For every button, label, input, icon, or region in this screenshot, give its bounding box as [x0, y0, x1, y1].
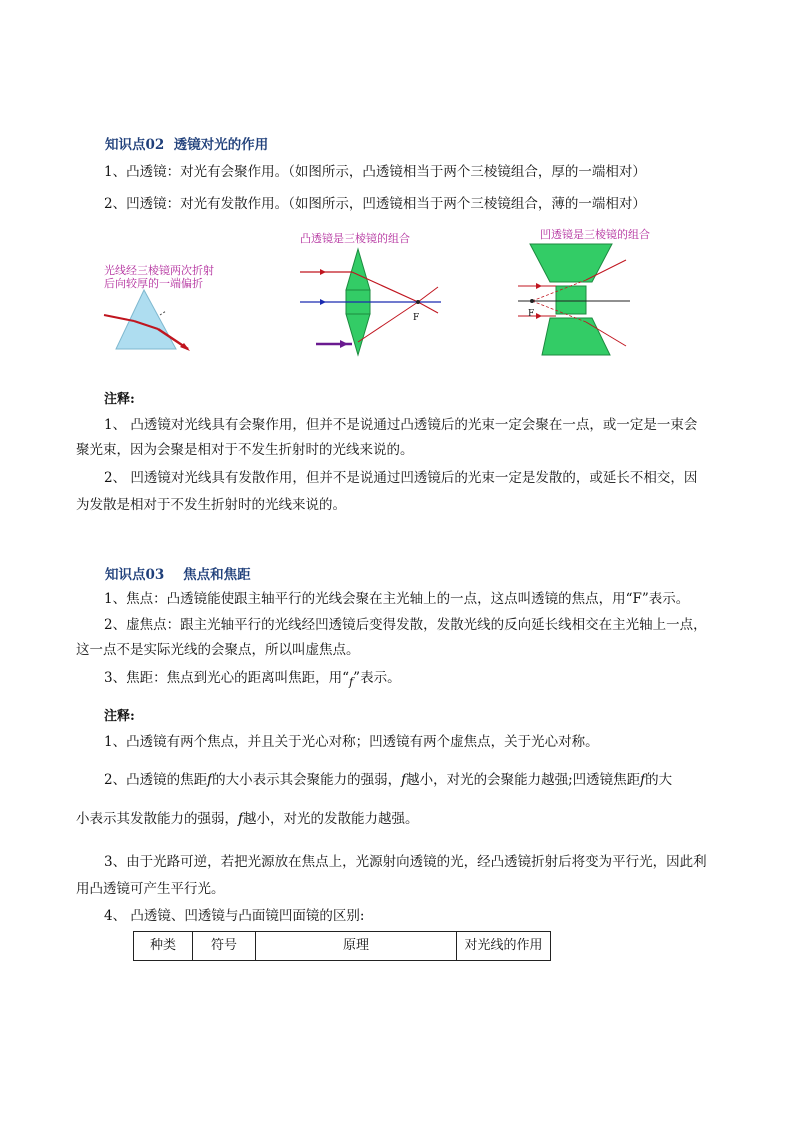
convex-ray-top-extend	[418, 302, 438, 313]
prism-label-line2: 后向较厚的一端偏折	[104, 277, 203, 290]
concave-arrow-bottom	[536, 313, 542, 319]
table-header-cell: 种类	[134, 932, 193, 961]
section3-heading	[105, 563, 251, 583]
section2-note2-line2: 为发散是相对于不发生折射时的光线来说的。	[76, 497, 346, 513]
focal-length-symbol: f	[349, 675, 354, 689]
convex-focus-label: F	[413, 313, 420, 323]
concave-lens-figure	[516, 240, 636, 358]
section3-note-3-line1: 3、由于光路可逆，若把光源放在焦点上，光源射向透镜的光，经凸透镜折射后将变为平行光，因此利	[104, 854, 707, 870]
note2-text-a: 2、凸透镜的焦距	[104, 772, 208, 788]
section2-heading-title: 透镜对光的作用	[173, 137, 269, 153]
concave-arrow-top	[536, 283, 542, 289]
table-header-row	[134, 932, 551, 961]
prism-incident-ray	[104, 315, 134, 321]
section3-note-2-line1	[104, 770, 672, 790]
section3-heading-title: 焦点和焦距	[183, 567, 251, 583]
focal-length-text: 3、焦距：焦点到光心的距离叫焦距，用“	[104, 670, 349, 686]
section3-note-3-line2: 用凸透镜可产生平行光。	[76, 881, 225, 897]
focal-length-text-end: ”表示。	[353, 670, 401, 686]
section2-heading-prefix: 知识点02	[105, 137, 165, 153]
section2-note-title: 注释:	[104, 392, 135, 407]
section3-item-2-line1: 2、虚焦点：跟主光轴平行的光线经凹透镜后变得发散，发散光线的反向延长线相交在主光轴上一点，	[104, 617, 707, 633]
concave-bottom-prism	[542, 318, 610, 355]
concave-fig-label: 凹透镜是三棱镜的组合	[540, 228, 650, 241]
section2-note1-line1: 1、 凸透镜对光线具有会聚作用，但并不是说通过凸透镜后的光束一定会聚在一点，或一定是一束会	[104, 417, 698, 433]
concave-focus-label: F	[528, 309, 535, 319]
note2-text-d: 的大	[645, 772, 673, 788]
note2-f-symbol-4: f	[238, 811, 243, 827]
section3-note-title: 注释:	[104, 709, 135, 724]
prism-figure	[100, 285, 200, 357]
note2-text-b: 的大小表示其会聚能力的强弱，	[212, 772, 402, 788]
section3-heading-prefix: 知识点03	[105, 567, 165, 583]
convex-lens-figure	[296, 243, 446, 360]
table-header-cell: 对光线的作用	[457, 932, 551, 961]
concave-focus-point	[530, 299, 534, 303]
note2-f-symbol-3: f	[640, 772, 646, 788]
section2-item-1: 1、凸透镜：对光有会聚作用。（如图所示，凸透镜相当于两个三棱镜组合，厚的一端相对）	[104, 164, 646, 180]
section3-item-2-line2: 这一点不是实际光线的会聚点，所以叫虚焦点。	[76, 642, 360, 658]
convex-ray-bottom-arrow	[340, 340, 348, 348]
section3-note-2-line2	[76, 809, 419, 829]
note2-text-c: 越小，对光的会聚能力越强;凹透镜焦距	[406, 772, 641, 788]
note2-f-symbol-2: f	[401, 772, 407, 788]
convex-top-prism	[346, 249, 370, 290]
note2-f-symbol-1: f	[207, 772, 213, 788]
comparison-table	[133, 931, 551, 961]
convex-focus-point	[416, 300, 420, 304]
section2-item-2: 2、凹透镜：对光有发散作用。（如图所示，凹透镜相当于两个三棱镜组合，薄的一端相对）	[104, 196, 646, 212]
convex-arrow-top	[320, 269, 326, 275]
section3-note-4: 4、 凸透镜、凹透镜与凸面镜凹面镜的区别:	[104, 908, 365, 924]
concave-top-prism	[530, 244, 612, 282]
convex-bottom-prism	[346, 314, 370, 355]
section3-item-3	[104, 668, 401, 693]
convex-fig-label: 凸透镜是三棱镜的组合	[300, 232, 410, 245]
prism-label-line1: 光线经三棱镜两次折射	[104, 264, 214, 277]
convex-ray-bottom-extend	[418, 287, 438, 302]
section3-note-1: 1、凸透镜有两个焦点，并且关于光心对称；凹透镜有两个虚焦点，关于光心对称。	[104, 734, 599, 750]
section2-note1-line2: 聚光束，因为会聚是相对于不发生折射时的光线来说的。	[76, 442, 414, 458]
section2-note2-line1: 2、 凹透镜对光线具有发散作用，但并不是说通过凹透镜后的光束一定是发散的，或延长不相交，因	[104, 470, 698, 486]
table-header-cell: 原理	[256, 932, 457, 961]
note2-line2-text-a: 小表示其发散能力的强弱，	[76, 811, 238, 827]
convex-arrow-middle	[320, 299, 326, 305]
section2-heading	[105, 133, 268, 153]
section3-item-1: 1、焦点：凸透镜能使跟主轴平行的光线会聚在主光轴上的一点，这点叫透镜的焦点，用“F”表示。	[104, 591, 690, 607]
prism-normal-line	[160, 311, 166, 315]
note2-line2-text-b: 越小，对光的发散能力越强。	[243, 811, 419, 827]
table-header-cell: 符号	[193, 932, 256, 961]
